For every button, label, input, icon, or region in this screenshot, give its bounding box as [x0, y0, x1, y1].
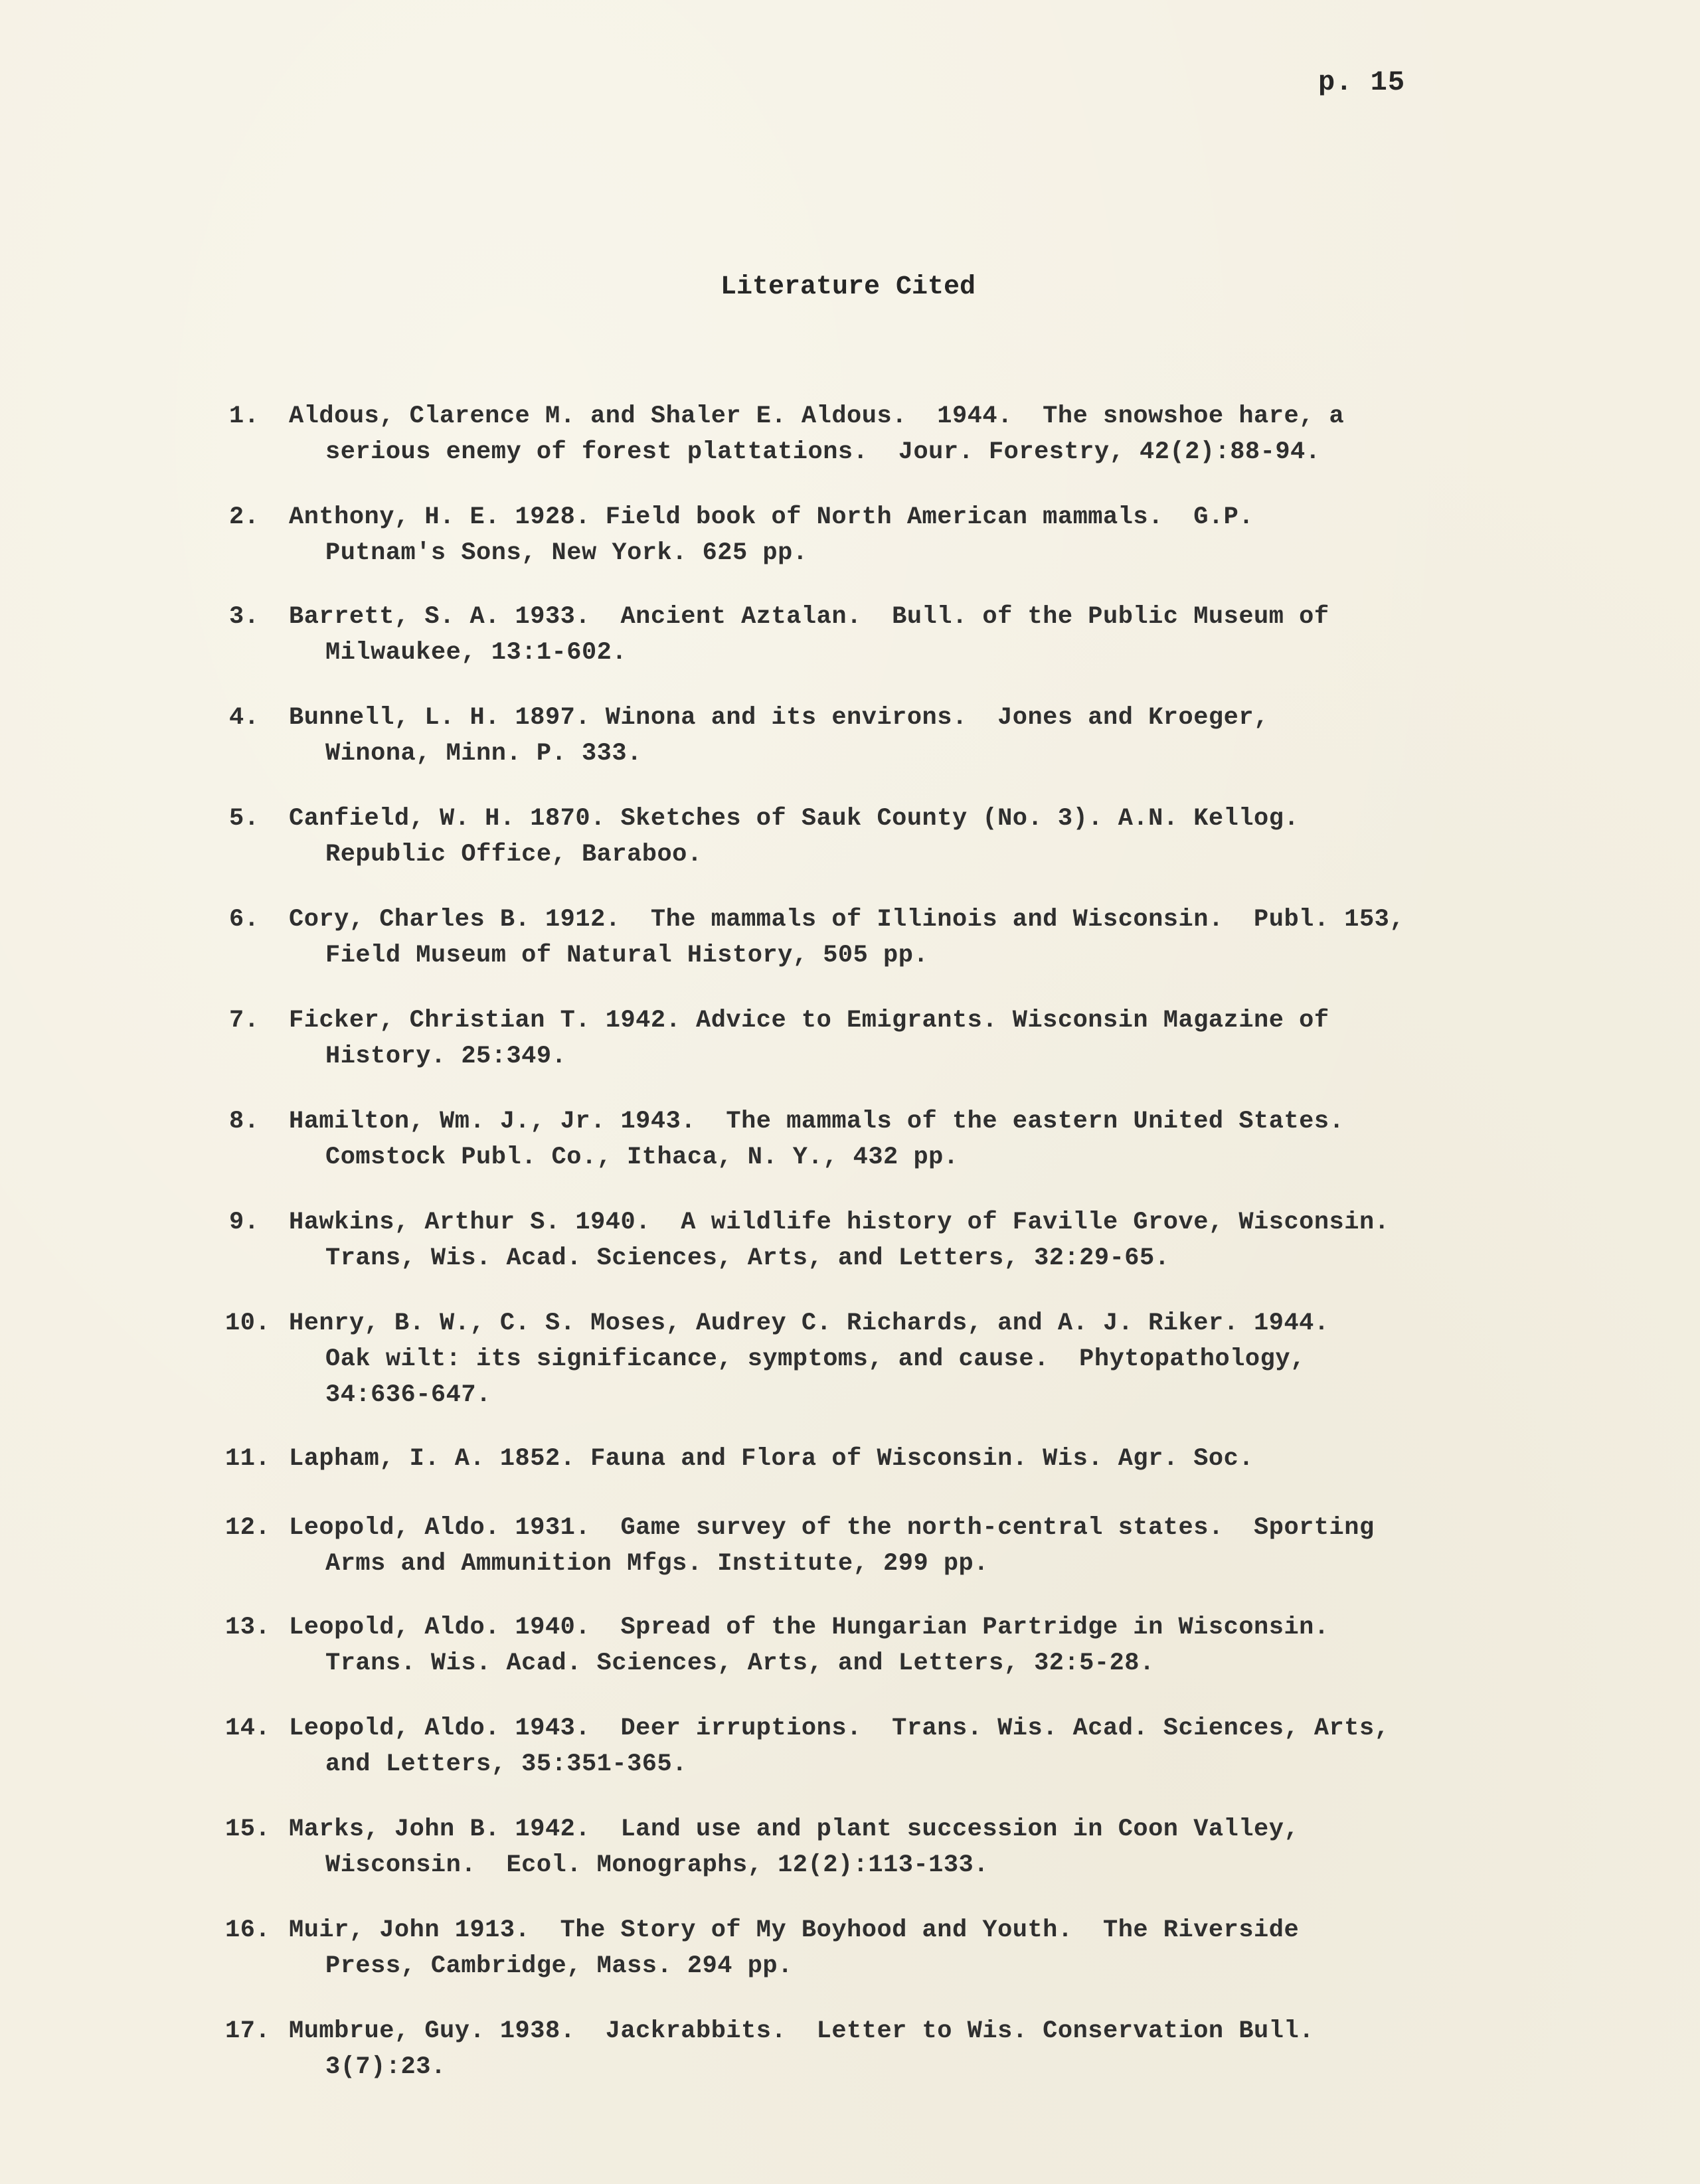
reference-text-line: Henry, B. W., C. S. Moses, Audrey C. Richards, and A. J. Riker. 1944.	[289, 1309, 1329, 1337]
reference-number: 11.	[225, 1445, 271, 1473]
reference-number: 9.	[229, 1209, 260, 1236]
reference-text-line: Lapham, I. A. 1852. Fauna and Flora of Wisconsin. Wis. Agr. Soc.	[289, 1445, 1254, 1473]
reference-text-line: Trans, Wis. Acad. Sciences, Arts, and Letters, 32:29-65.	[325, 1244, 1170, 1272]
reference-text-line: serious enemy of forest plattations. Jour. Forestry, 42(2):88-94.	[325, 438, 1321, 466]
reference-text-line: Winona, Minn. P. 333.	[325, 740, 642, 768]
reference-item	[225, 1811, 1300, 1883]
reference-text-line: Canfield, W. H. 1870. Sketches of Sauk County (No. 3). A.N. Kellog.	[289, 805, 1300, 833]
reference-number: 7.	[229, 1007, 260, 1035]
reference-text-line: Ficker, Christian T. 1942. Advice to Emigrants. Wisconsin Magazine of	[289, 1007, 1329, 1035]
reference-item	[229, 398, 1344, 470]
reference-text-line: Cory, Charles B. 1912. The mammals of Illinois and Wisconsin. Publ. 153,	[289, 906, 1405, 934]
reference-text-line: Bunnell, L. H. 1897. Winona and its environs. Jones and Kroeger,	[289, 704, 1269, 732]
reference-text-line: Leopold, Aldo. 1943. Deer irruptions. Trans. Wis. Acad. Sciences, Arts,	[289, 1715, 1390, 1742]
reference-number: 15.	[225, 1815, 271, 1843]
reference-item	[225, 1305, 1329, 1413]
reference-text-line: Comstock Publ. Co., Ithaca, N. Y., 432 pp.	[325, 1143, 959, 1171]
reference-text-line: Leopold, Aldo. 1940. Spread of the Hungarian Partridge in Wisconsin.	[289, 1614, 1329, 1641]
reference-text-line: Barrett, S. A. 1933. Ancient Aztalan. Bull. of the Public Museum of	[289, 603, 1329, 631]
reference-item	[229, 801, 1299, 873]
reference-text-line: Hamilton, Wm. J., Jr. 1943. The mammals of the eastern United States.	[289, 1108, 1345, 1135]
reference-text-line: Muir, John 1913. The Story of My Boyhood and Youth. The Riverside	[289, 1916, 1300, 1944]
reference-text-line: History. 25:349.	[325, 1043, 567, 1070]
page-title: Literature Cited	[721, 272, 976, 302]
reference-number: 12.	[225, 1514, 271, 1542]
reference-text-line: Republic Office, Baraboo.	[325, 841, 703, 869]
reference-number: 10.	[225, 1309, 271, 1337]
reference-item	[225, 1711, 1390, 1782]
reference-text-line: Aldous, Clarence M. and Shaler E. Aldous. 1944. The snowshoe hare, a	[289, 402, 1345, 430]
reference-text-line: Marks, John B. 1942. Land use and plant succession in Coon Valley,	[289, 1815, 1300, 1843]
reference-text-line: Press, Cambridge, Mass. 294 pp.	[325, 1952, 793, 1980]
reference-text-line: Leopold, Aldo. 1931. Game survey of the north-central states. Sporting	[289, 1514, 1375, 1542]
reference-item	[229, 700, 1269, 772]
reference-text-line: Arms and Ammunition Mfgs. Institute, 299 pp.	[325, 1550, 989, 1578]
reference-item	[229, 499, 1254, 571]
reference-number: 13.	[225, 1614, 271, 1641]
reference-number: 16.	[225, 1916, 271, 1944]
reference-item	[225, 2013, 1314, 2085]
reference-item	[229, 1003, 1329, 1074]
reference-item	[229, 1104, 1344, 1175]
reference-number: 8.	[229, 1108, 260, 1135]
reference-text-line: Anthony, H. E. 1928. Field book of North American mammals. G.P.	[289, 503, 1254, 531]
reference-text-line: Putnam's Sons, New York. 625 pp.	[325, 539, 808, 567]
reference-text-line: 3(7):23.	[325, 2053, 446, 2081]
reference-item	[225, 1441, 1254, 1477]
reference-item	[229, 902, 1404, 973]
reference-number: 6.	[229, 906, 260, 934]
reference-text-line: Trans. Wis. Acad. Sciences, Arts, and Letters, 32:5-28.	[325, 1649, 1155, 1677]
reference-number: 14.	[225, 1715, 271, 1742]
reference-text-line: Wisconsin. Ecol. Monographs, 12(2):113-133.	[325, 1851, 989, 1879]
reference-number: 3.	[229, 603, 260, 631]
reference-text-line: Milwaukee, 13:1-602.	[325, 639, 628, 667]
reference-number: 1.	[229, 402, 260, 430]
page-number: p. 15	[1318, 66, 1406, 98]
reference-number: 2.	[229, 503, 260, 531]
reference-text-line: Field Museum of Natural History, 505 pp.	[325, 942, 929, 969]
reference-text-line: Oak wilt: its significance, symptoms, and cause. Phytopathology,	[325, 1345, 1306, 1373]
reference-item	[225, 1510, 1375, 1582]
reference-text-line: Hawkins, Arthur S. 1940. A wildlife history of Faville Grove, Wisconsin.	[289, 1209, 1390, 1236]
reference-text-line: 34:636-647.	[325, 1381, 491, 1409]
reference-text-line: and Letters, 35:351-365.	[325, 1750, 687, 1778]
reference-item	[225, 1912, 1300, 1984]
reference-number: 17.	[225, 2017, 271, 2045]
reference-text-line: Mumbrue, Guy. 1938. Jackrabbits. Letter to Wis. Conservation Bull.	[289, 2017, 1314, 2045]
reference-number: 5.	[229, 805, 260, 833]
reference-item	[229, 1205, 1389, 1276]
reference-item	[229, 599, 1329, 671]
reference-number: 4.	[229, 704, 260, 732]
reference-item	[225, 1610, 1329, 1681]
